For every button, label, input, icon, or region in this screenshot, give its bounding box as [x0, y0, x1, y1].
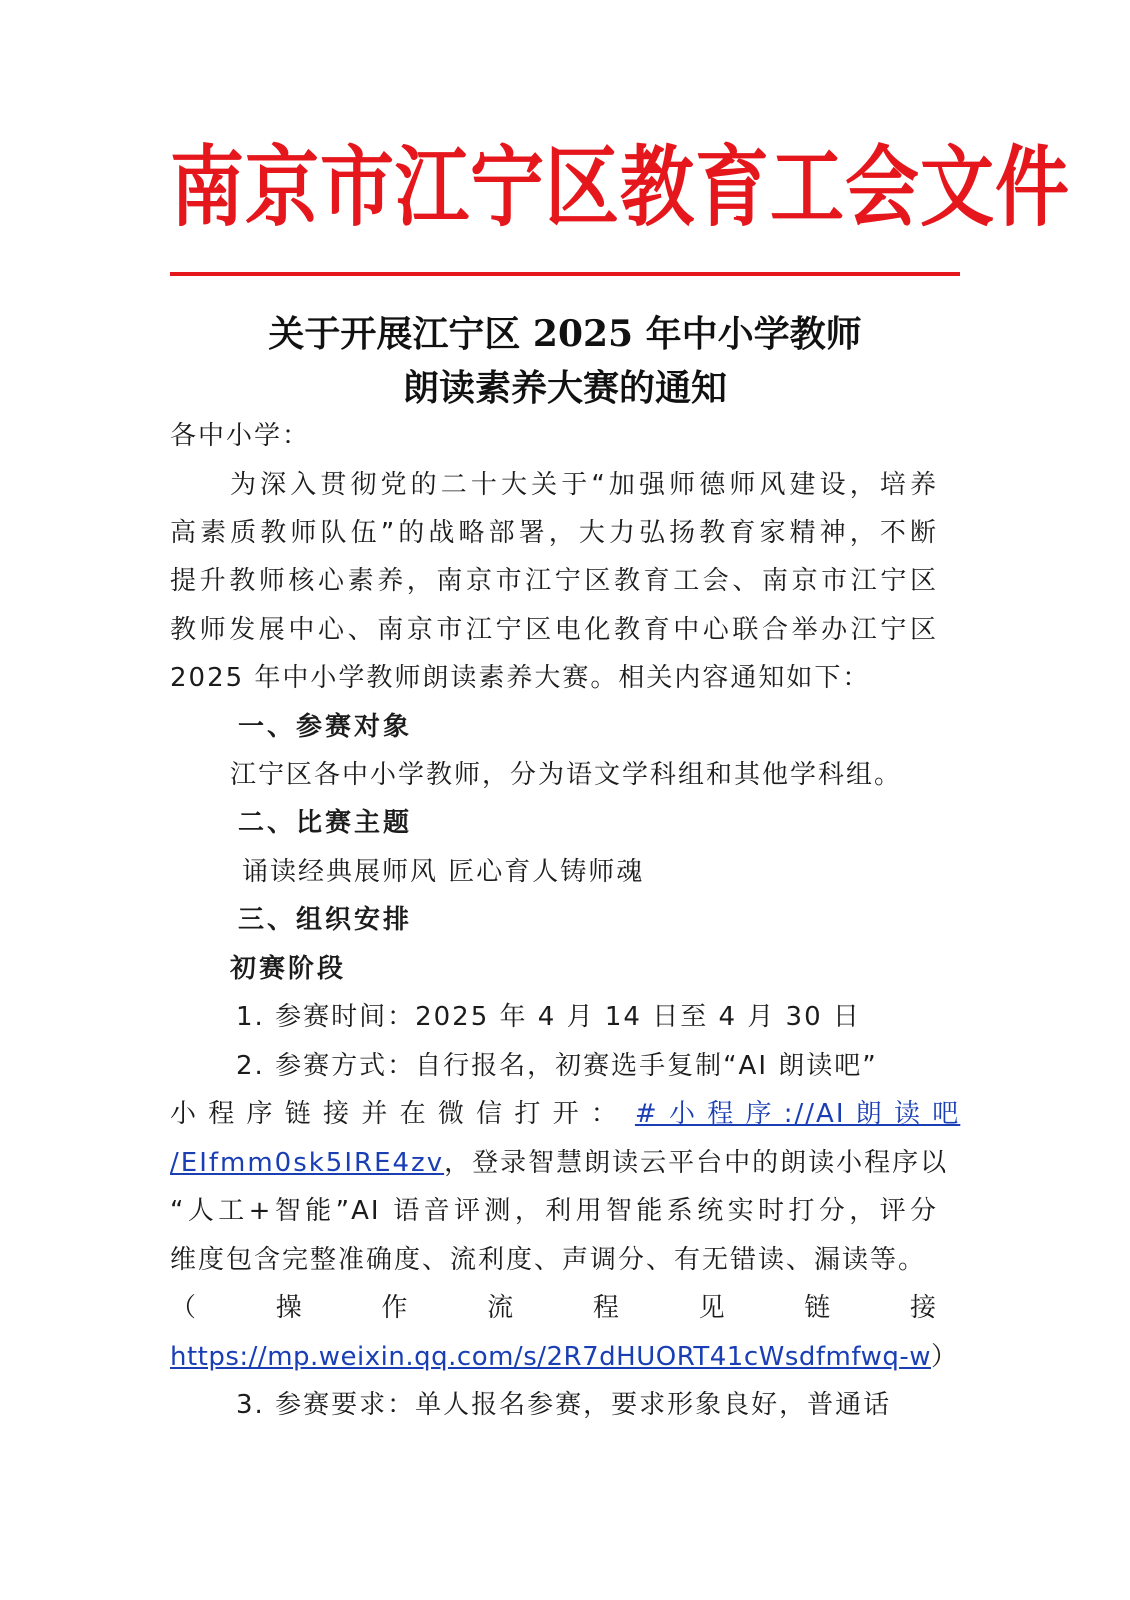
item-2-line-5: 维度包含完整准确度、流利度、声调分、有无错读、漏读等。 [170, 1245, 927, 1275]
section-1-heading: 一、参赛对象 [238, 712, 413, 742]
document-title-line-1: 关于开展江宁区 2025 年中小学教师 [268, 313, 862, 355]
item-2-line-2 [170, 1090, 961, 1138]
section-2-heading: 二、比赛主题 [238, 808, 413, 838]
intro-line-4: 教师发展中心、南京市江宁区电化教育中心联合举办江宁区 [170, 615, 938, 645]
item-2-line-3-text: ，登录智慧朗读云平台中的朗读小程序以 [444, 1148, 949, 1178]
section-2-text: 诵读经典展师风 匠心育人铸师魂 [242, 857, 645, 887]
section-3-heading: 三、组织安排 [238, 905, 413, 935]
document-title-line-2: 朗读素养大赛的通知 [402, 367, 727, 409]
mini-program-link-continued[interactable]: /EIfmm0sk5IRE4zv [170, 1148, 445, 1178]
intro-line-3: 提升教师核心素养，南京市江宁区教育工会、南京市江宁区 [170, 566, 938, 596]
intro-line-5: 2025 年中小学教师朗读素养大赛。相关内容通知如下： [170, 663, 871, 693]
salutation: 各中小学： [170, 421, 311, 451]
document-masthead: 南京市江宁区教育工会文件 [170, 137, 1070, 239]
item-2-line-2-text: 小 程 序 链 接 并 在 微 信 打 开 ： [170, 1099, 619, 1129]
item-1-time: 1. 参赛时间：2025 年 4 月 14 日至 4 月 30 日 [236, 1002, 861, 1032]
item-2-line-4: “人工+智能”AI 语音评测，利用智能系统实时打分，评分 [170, 1196, 938, 1226]
item-2-line-7-end: ） [930, 1342, 959, 1372]
item-2-line-7 [170, 1333, 959, 1381]
item-2-line-6: （ 操 作 流 程 见 链 接 [170, 1293, 938, 1323]
intro-line-2: 高素质教师队伍”的战略部署，大力弘扬教育家精神，不断 [170, 518, 938, 548]
item-3-line-1: 3. 参赛要求：单人报名参赛，要求形象良好，普通话 [236, 1390, 892, 1420]
operation-guide-link[interactable]: https://mp.weixin.qq.com/s/2R7dHUORT41cWsdfmfwq-w [170, 1342, 931, 1372]
intro-line-1: 为深入贯彻党的二十大关于“加强师德师风建设，培养 [230, 470, 938, 500]
item-2-line-1: 2. 参赛方式：自行报名，初赛选手复制“AI 朗读吧” [236, 1051, 878, 1081]
mini-program-link[interactable]: # 小 程 序 ://AI 朗 读 吧 [634, 1099, 961, 1129]
stage-heading: 初赛阶段 [230, 954, 347, 984]
item-2-line-3 [170, 1139, 949, 1187]
section-1-text: 江宁区各中小学教师，分为语文学科组和其他学科组。 [230, 760, 903, 790]
masthead-red-rule [170, 272, 960, 276]
